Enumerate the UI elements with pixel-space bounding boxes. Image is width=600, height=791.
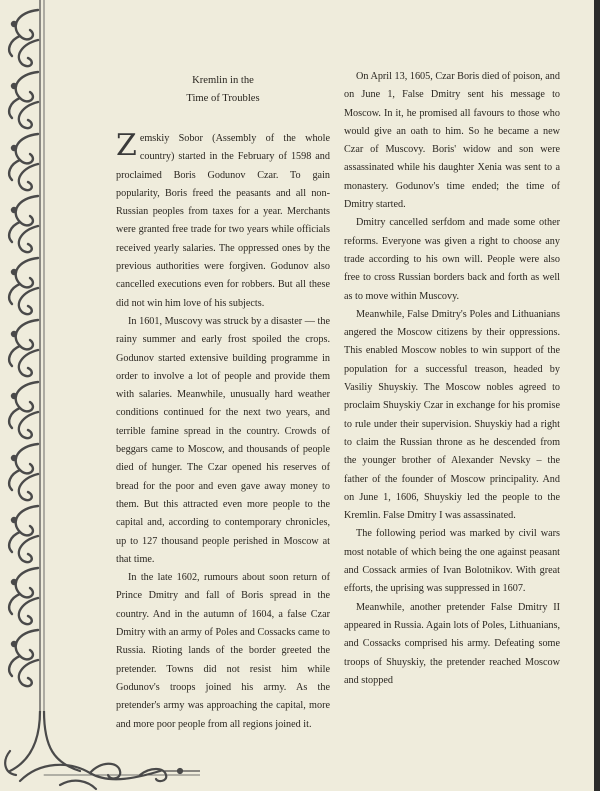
title-line-2: Time of Troubles (186, 93, 260, 104)
ornamental-border (0, 0, 64, 791)
paragraph: Dmitry cancelled serfdom and made some other reforms. Everyone was given a right to choose any trade according to his own will. People were also free to cross Russian borders back and forth as well as to move within Muscovy. (344, 217, 560, 302)
title-line-1: Kremlin in the (192, 75, 254, 86)
page-edge (594, 0, 600, 791)
paragraph: In the late 1602, rumours about soon return of Prince Dmitry and fall of Boris spread in the country. And in the autumn of 1604, a false Czar Dmitry with an army of Poles and Cossacks came to Russia. Rioting lands of the border greeted the pretender. Towns did not resist him while Godunov's troops joined his army. As the pretender's army was approaching the capital, more and more poor people from all regions joined it. (116, 572, 330, 730)
left-column (116, 66, 330, 734)
paragraph: Meanwhile, False Dmitry's Poles and Lithuanians angered the Moscow citizens by their oppressions. This enabled Moscow nobles to win support of the population for a successful treason, headed by Vasiliy Shuyskiy. The Moscow nobles agreed to proclaim Shuyskiy Czar in exchange for his promise to rule under their supervision. Shuyskiy had a right to claim the Russian throne as he descended from the younger brother of Alexander Nevsky – the father of the founder of Moscow principality. And on June 1, 1606, Shuyskiy led the people to the Kremlin. False Dmitry I was assassinated. (344, 308, 560, 522)
article-title (116, 72, 330, 108)
paragraph: Zemskiy Sobor (Assembly of the whole country) started in the February of 1598 and proclaimed Boris Godunov Czar. To gain popularity, Boris freed the peasants and all non-Russian peoples from taxes for a year. Merchants were granted free trade for two years while officials received yearly salaries. The oppressed ones by the previous authorities were forgiven. Godunov also cancelled executions even for robbers. But all these did not win him love of his subjects. (116, 128, 330, 309)
paragraph: The following period was marked by civil wars most notable of which being the one against peasant and Cossack armies of Ivan Bolotnikov. With great efforts, the uprising was suppressed in 1607. (344, 528, 560, 595)
paragraph: In 1601, Muscovy was struck by a disaster — the rainy summer and early frost spoiled the crops. Godunov started extensive building programme in order to involve a lot of people and provide them with salaries. Meanwhile, unusually hard weather conditions continued for the next two years, and terrible famine spread in the country. Crowds of beggars came to Moscow, and thousands of people died of hunger. The Czar opened his reserves of bread for the poor and even gave away money to them. But this attracted even more people to the capital and, according to contemporary chronicles, up to 127 thousand people perished in Moscow at that time. (116, 315, 330, 565)
right-column (344, 68, 560, 690)
paragraph: On April 13, 1605, Czar Boris died of poison, and on June 1, False Dmitry sent his message to Moscow. In it, he promised all favours to those who would give an oath to him. So he became a new Czar of Muscovy. Boris' widow and son were assassinated while his daughter Xenia was sent to a monastery. Godunov's time ended; the time of Dmitry started. (344, 71, 560, 211)
paragraph: Meanwhile, another pretender False Dmitry II appeared in Russia. Again lots of Poles, Lithuanians, and Cossacks comprised his army. Defeating some troops of Shuyskiy, the pretender reached Moscow and stopped (344, 601, 560, 686)
drop-cap: Z (116, 128, 137, 163)
